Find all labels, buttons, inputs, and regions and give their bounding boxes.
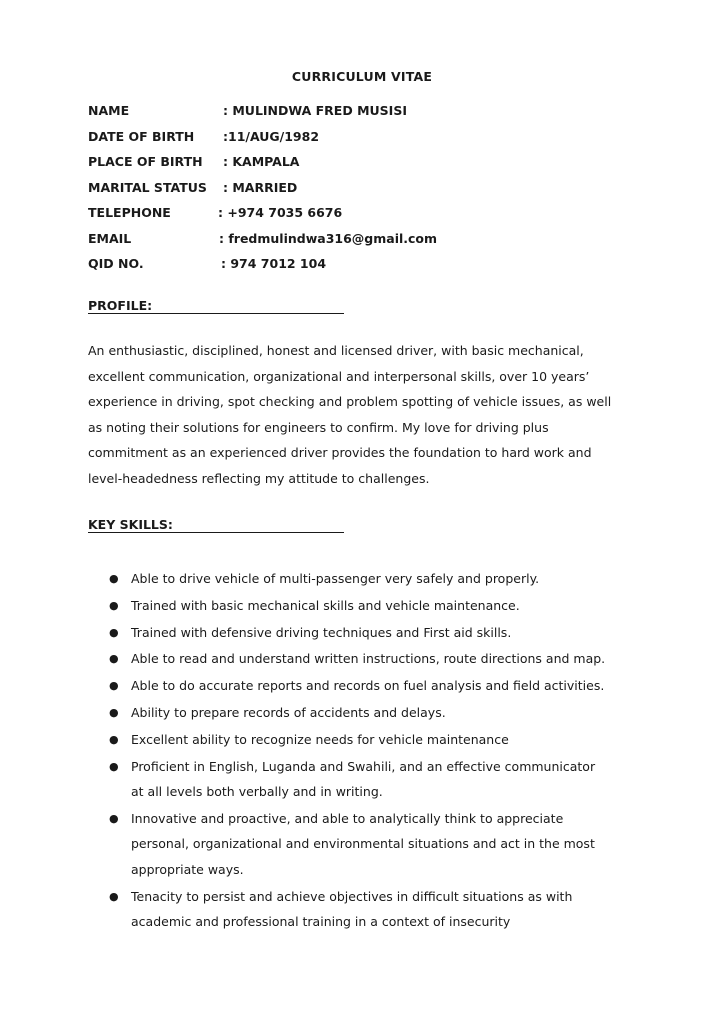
skill-text: Proficient in English, Luganda and Swahili, and an effective communicator bbox=[131, 758, 596, 774]
bullet-icon: ● bbox=[109, 705, 119, 719]
skill-text: academic and professional training in a context of insecurity bbox=[131, 914, 511, 930]
skill-text: Trained with defensive driving techniques and First aid skills. bbox=[131, 624, 512, 640]
info-label: DATE OF BIRTH bbox=[88, 128, 195, 144]
skill-text: appropriate ways. bbox=[131, 861, 244, 877]
list-item bbox=[88, 727, 648, 753]
info-value: : fredmulindwa316@gmail.com bbox=[219, 230, 438, 246]
bullet-icon: ● bbox=[109, 889, 119, 903]
profile-line: as noting their solutions for engineers to confirm. My love for driving plus bbox=[88, 419, 549, 435]
info-label: EMAIL bbox=[88, 230, 132, 246]
info-label: QID NO. bbox=[88, 256, 144, 271]
info-label: PLACE OF BIRTH bbox=[88, 154, 203, 169]
bullet-icon: ● bbox=[109, 811, 119, 825]
info-value: : +974 7035 6676 bbox=[218, 205, 343, 220]
list-item bbox=[88, 806, 648, 883]
list-item bbox=[88, 754, 648, 805]
skill-text: Innovative and proactive, and able to analytically think to appreciate bbox=[131, 810, 564, 826]
bullet-icon: ● bbox=[109, 759, 119, 773]
list-item bbox=[88, 646, 648, 672]
skill-text: Able to drive vehicle of multi-passenger very safely and properly. bbox=[131, 571, 540, 586]
bullet-icon: ● bbox=[109, 652, 119, 666]
list-item bbox=[88, 620, 648, 646]
skill-text: Tenacity to persist and achieve objectives in difficult situations as with bbox=[131, 888, 573, 904]
skill-text: Excellent ability to recognize needs for vehicle maintenance bbox=[131, 731, 509, 747]
list-item bbox=[88, 566, 648, 592]
list-item bbox=[88, 593, 648, 619]
profile-heading: PROFILE: bbox=[88, 299, 344, 314]
info-value: :11/AUG/1982 bbox=[223, 128, 320, 144]
profile-line: level-headedness reflecting my attitude to challenges. bbox=[88, 470, 430, 486]
skill-text: Trained with basic mechanical skills and vehicle maintenance. bbox=[131, 597, 520, 613]
skill-text: personal, organizational and environmental situations and act in the most bbox=[131, 836, 595, 852]
profile-line: excellent communication, organizational and interpersonal skills, over 10 years’ bbox=[88, 368, 590, 384]
info-value: : MULINDWA FRED MUSISI bbox=[223, 103, 407, 118]
profile-paragraph bbox=[88, 338, 640, 492]
key-skills-heading: KEY SKILLS: bbox=[88, 518, 344, 533]
document-title: CURRICULUM VITAE bbox=[291, 69, 433, 84]
profile-line: experience in driving, spot checking and problem spotting of vehicle issues, as well bbox=[88, 394, 612, 410]
skill-text: Ability to prepare records of accidents and delays. bbox=[131, 704, 446, 720]
profile-line: commitment as an experienced driver provides the foundation to hard work and bbox=[88, 445, 592, 461]
info-label: TELEPHONE bbox=[88, 205, 171, 220]
bullet-icon: ● bbox=[109, 625, 119, 639]
list-item bbox=[88, 884, 648, 935]
bullet-icon: ● bbox=[109, 598, 119, 612]
profile-line: An enthusiastic, disciplined, honest and licensed driver, with basic mechanical, bbox=[88, 343, 584, 358]
list-item bbox=[88, 700, 648, 726]
info-value: : MARRIED bbox=[223, 179, 298, 195]
bullet-icon: ● bbox=[109, 679, 119, 693]
skill-text: Able to do accurate reports and records on fuel analysis and field activities. bbox=[131, 678, 605, 694]
skill-text: Able to read and understand written instructions, route directions and map. bbox=[131, 651, 606, 667]
info-label: MARITAL STATUS bbox=[88, 179, 207, 195]
bullet-icon: ● bbox=[109, 572, 119, 585]
info-label: NAME bbox=[88, 103, 130, 118]
info-value: : KAMPALA bbox=[223, 154, 300, 169]
info-value: : 974 7012 104 bbox=[221, 256, 327, 271]
list-item bbox=[88, 673, 648, 699]
bullet-icon: ● bbox=[109, 732, 119, 746]
key-skills-list bbox=[88, 566, 648, 936]
skill-text: at all levels both verbally and in writing. bbox=[131, 784, 383, 800]
